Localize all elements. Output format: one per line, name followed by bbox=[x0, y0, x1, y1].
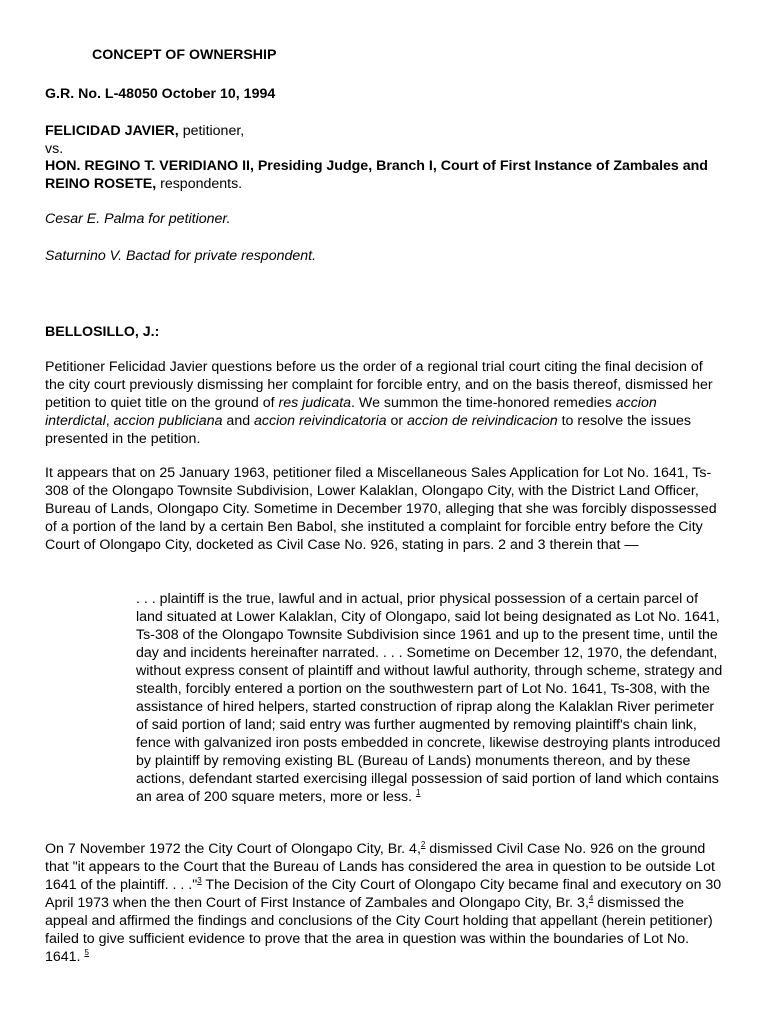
block-quote bbox=[136, 590, 724, 806]
counsel-respondent: Saturnino V. Bactad for private respondent. bbox=[45, 248, 317, 264]
paragraph-1 bbox=[45, 358, 723, 448]
document-title: CONCEPT OF OWNERSHIP bbox=[92, 47, 277, 63]
p1-text-d: and bbox=[222, 413, 255, 429]
footnote-ref-3[interactable]: 3 bbox=[197, 876, 202, 885]
p1-text-e: or bbox=[386, 413, 408, 429]
petitioner-name: FELICIDAD JAVIER, bbox=[45, 123, 179, 139]
p1-text-f: to resolve the issues presented in the petition. bbox=[45, 413, 691, 447]
respondents-block bbox=[45, 157, 723, 193]
p1-text-c: , bbox=[105, 413, 114, 429]
footnote-ref-1[interactable]: 1 bbox=[415, 788, 421, 797]
paragraph-2: It appears that on 25 January 1963, petitioner filed a Miscellaneous Sales Application for Lot No. 1641, Ts-308 of the Olongapo Townsite Subdivision, Lower Kalaklan, Olongapo City, with the District Land Officer, Bureau of Lands, Olongapo City. Sometime in December 1970, alleging that she was forcibly dispossessed of a portion of the land by a certain Ben Babol, she instituted a complaint for forcible entry before the City Court of Olongapo City, docketed as Civil Case No. 926, stating in pars. 2 and 3 therein that — bbox=[45, 465, 717, 553]
footnote-ref-5[interactable]: 5 bbox=[84, 948, 89, 957]
p1-text-b: . We summon the time-honored remedies bbox=[351, 395, 616, 411]
p1-text-a: Petitioner Felicidad Javier questions before us the order of a regional trial court citing the final decision of the city court previously dismissing her complaint for forcible entry, and on the basis thereof, dismissed her petition to quiet title on the ground of bbox=[45, 359, 713, 411]
petitioner-role: petitioner, bbox=[178, 123, 245, 139]
footnote-ref-2[interactable]: 2 bbox=[420, 840, 426, 849]
p3-text-b: dismissed Civil Case No. 926 on the ground that "it appears to the Court that the Bureau of Lands has considered the area in question to be outside Lot 1641 of the plaintiff. . . ." bbox=[45, 841, 715, 893]
case-number: G.R. No. L-48050 October 10, 1994 bbox=[45, 86, 276, 102]
term-accion-publiciana: accion publiciana bbox=[113, 413, 223, 429]
term-accion-reivindicatoria: accion reivindicatoria bbox=[254, 413, 387, 429]
paragraph-3 bbox=[45, 840, 723, 966]
p3-text-a: On 7 November 1972 the City Court of Olongapo City, Br. 4, bbox=[45, 841, 421, 857]
footnote-ref-4[interactable]: 4 bbox=[588, 894, 594, 903]
counsel-petitioner: Cesar E. Palma for petitioner. bbox=[45, 211, 231, 227]
petitioner-line bbox=[45, 122, 723, 140]
term-res-judicata: res judicata bbox=[278, 395, 352, 411]
term-accion-de-reivindicacion: accion de reivindicacion bbox=[407, 413, 558, 429]
ponente: BELLOSILLO, J.: bbox=[45, 324, 160, 340]
term-accion-interdictal: accion interdictal bbox=[45, 395, 657, 429]
respondent-names: HON. REGINO T. VERIDIANO II, Presiding Judge, Branch I, Court of First Instance of Zambales and REINO ROSETE, bbox=[45, 158, 708, 192]
quote-text: . . . plaintiff is the true, lawful and in actual, prior physical possession of a certain parcel of land situated at Lower Kalaklan, City of Olongapo, said lot being designated as Lot No. 1641, Ts-308 of the Olongapo Townsite Subdivision since 1961 and up to the present time, until the day and incidents hereinafter narrated. . . . Sometime on December 12, 1970, the defendant, without express consent of plaintiff and without lawful authority, through scheme, strategy and stealth, forcibly entered a portion on the southwestern part of Lot No. 1641, Ts-308, with the assistance of hired helpers, started construction of riprap along the Kalaklan River perimeter of said portion of land; said entry was further augmented by removing plaintiff's chain link, fence with galvanized iron posts embedded in concrete, likewise destroying plants introduced by plaintiff by removing existing BL (Bureau of Lands) monuments thereon, and by these actions, defendant started exercising illegal possession of said portion of land which contains an area of 200 square meters, more or less. bbox=[136, 591, 723, 805]
versus: vs. bbox=[45, 141, 64, 157]
p3-text-d: dismissed the appeal and affirmed the findings and conclusions of the City Court holding that appellant (herein petitioner) failed to give sufficient evidence to prove that the area in question was within the boundaries of Lot No. 1641. bbox=[45, 895, 713, 965]
respondent-role: respondents. bbox=[156, 176, 243, 192]
p3-text-c: The Decision of the City Court of Olongapo City became final and executory on 30 April 1973 when the then Court of First Instance of Zambales and Olongapo City, Br. 3, bbox=[45, 877, 722, 911]
